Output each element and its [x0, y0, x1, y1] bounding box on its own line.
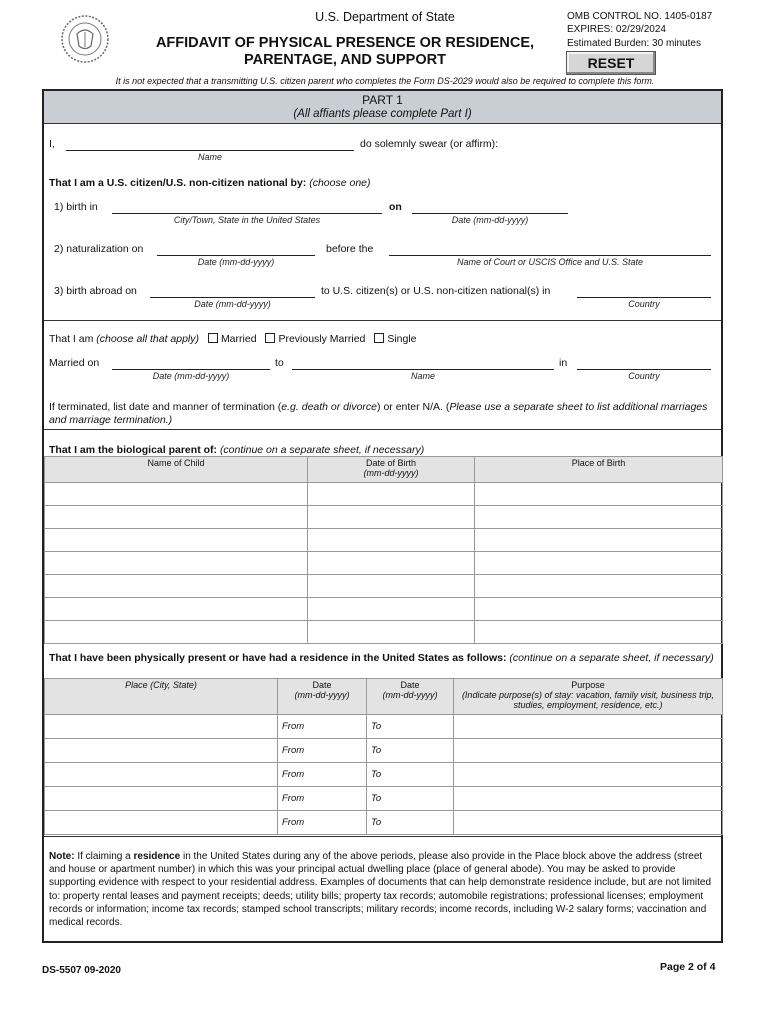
citizenship-heading-note: (choose one) — [309, 177, 371, 189]
before-label: before the — [326, 243, 374, 255]
child-dob-cell[interactable] — [308, 598, 475, 621]
child-birthplace-cell[interactable] — [475, 621, 723, 644]
oath-suffix: do solemnly swear (or affirm): — [360, 138, 499, 150]
residence-place-cell[interactable] — [45, 787, 278, 811]
child-birthplace-cell[interactable] — [475, 598, 723, 621]
marital-prefix-note: (choose all that apply) — [96, 333, 200, 345]
col-dob-sub: (mm-dd-yyyy) — [363, 468, 419, 478]
marriage-to-label: to — [275, 357, 284, 369]
marital-status-row — [49, 333, 417, 345]
termination-example: e.g. death or divorce — [281, 401, 378, 413]
residence-to-cell[interactable] — [367, 763, 454, 787]
residence-to-cell-label: To — [371, 721, 382, 732]
birth-on-label: on — [389, 201, 402, 213]
residence-from-cell[interactable] — [278, 715, 367, 739]
birth-date-field[interactable] — [412, 213, 568, 214]
table-row — [45, 763, 723, 787]
department-seal-icon — [60, 14, 110, 64]
part-header — [44, 91, 721, 124]
col-purpose — [454, 679, 723, 715]
child-name-cell[interactable] — [45, 621, 308, 644]
residence-from-cell[interactable] — [278, 811, 367, 835]
marriage-country-caption: Country — [628, 371, 660, 381]
residence-heading-note: (continue on a separate sheet, if necessary) — [509, 652, 714, 664]
court-name-field[interactable] — [389, 255, 711, 256]
divider — [44, 836, 721, 837]
residence-place-cell[interactable] — [45, 715, 278, 739]
col-date-of-birth — [308, 457, 475, 483]
previously-married-label: Previously Married — [278, 333, 366, 345]
birth-abroad-to-label: to U.S. citizen(s) or U.S. non-citizen national(s) in — [321, 285, 551, 297]
part-label: PART 1 — [362, 93, 403, 107]
table-row — [45, 575, 723, 598]
residence-place-cell[interactable] — [45, 739, 278, 763]
residence-purpose-cell[interactable] — [454, 739, 723, 763]
child-birthplace-cell[interactable] — [475, 575, 723, 598]
birth-place-field[interactable] — [112, 213, 382, 214]
estimated-burden: Estimated Burden: 30 minutes — [567, 38, 701, 49]
residence-from-cell[interactable] — [278, 763, 367, 787]
note-residence-word: residence — [133, 851, 181, 862]
birth-date-caption: Date (mm-dd-yyyy) — [451, 215, 529, 225]
table-row — [45, 598, 723, 621]
residence-to-cell[interactable] — [367, 739, 454, 763]
birth-abroad-country-field[interactable] — [577, 297, 711, 298]
child-name-cell[interactable] — [45, 552, 308, 575]
previously-married-checkbox[interactable] — [265, 333, 275, 343]
child-dob-cell[interactable] — [308, 621, 475, 644]
child-name-cell[interactable] — [45, 506, 308, 529]
divider — [44, 320, 721, 321]
child-name-cell[interactable] — [45, 529, 308, 552]
residence-purpose-cell[interactable] — [454, 811, 723, 835]
col-dob-label: Date of Birth — [365, 458, 417, 468]
child-birthplace-cell[interactable] — [475, 506, 723, 529]
termination-text-a: If terminated, list date and manner of termination ( — [49, 401, 282, 413]
children-table — [44, 456, 723, 644]
note-label: Note: — [49, 851, 75, 862]
child-dob-cell[interactable] — [308, 552, 475, 575]
table-row — [45, 506, 723, 529]
marital-prefix: That I am — [49, 333, 94, 345]
department-name: U.S. Department of State — [315, 10, 455, 24]
residence-to-cell-label: To — [371, 817, 382, 828]
affiant-name-field[interactable] — [66, 150, 354, 151]
residence-note — [49, 850, 717, 929]
child-birthplace-cell[interactable] — [475, 552, 723, 575]
title-line-1: AFFIDAVIT OF PHYSICAL PRESENCE OR RESIDENCE, — [155, 35, 535, 51]
birth-place-caption: City/Town, State in the United States — [173, 215, 321, 225]
top-note: It is not expected that a transmitting U.S. citizen parent who completes the Form DS-2029 would also be required to complete this form. — [115, 76, 655, 86]
form-id: DS-5507 09-2020 — [42, 965, 121, 976]
col-date-to-label: Date — [400, 680, 420, 690]
col-date-to-sub: (mm-dd-yyyy) — [382, 690, 438, 700]
residence-from-cell[interactable] — [278, 787, 367, 811]
residence-table — [44, 678, 723, 835]
naturalization-label: 2) naturalization on — [54, 243, 144, 255]
table-row — [45, 739, 723, 763]
birth-abroad-country-caption: Country — [628, 299, 660, 309]
col-date-from — [278, 679, 367, 715]
form-title — [130, 35, 560, 69]
termination-text-c: Please use a separate sheet to list additional marriages and marriage termination.) — [49, 401, 708, 426]
birth-abroad-date-field[interactable] — [150, 297, 315, 298]
table-row — [45, 715, 723, 739]
col-place-of-birth: Place of Birth — [475, 457, 723, 483]
residence-purpose-cell[interactable] — [454, 787, 723, 811]
residence-purpose-cell[interactable] — [454, 715, 723, 739]
termination-instructions — [49, 401, 717, 427]
citizenship-heading — [49, 177, 371, 189]
parent-heading-text: That I am the biological parent of: — [49, 444, 218, 456]
residence-from-cell-label: From — [282, 817, 305, 828]
spouse-name-caption: Name — [410, 371, 435, 381]
residence-from-cell-label: From — [282, 721, 305, 732]
residence-heading — [49, 652, 717, 665]
child-birthplace-cell[interactable] — [475, 529, 723, 552]
table-row — [45, 811, 723, 835]
citizenship-heading-text: That I am a U.S. citizen/U.S. non-citizen national by: — [49, 177, 307, 189]
table-row — [45, 621, 723, 644]
table-row — [45, 552, 723, 575]
residence-to-cell-label: To — [371, 769, 382, 780]
court-name-caption: Name of Court or USCIS Office and U.S. State — [456, 257, 644, 267]
spouse-name-field[interactable] — [292, 369, 554, 370]
table-row — [45, 529, 723, 552]
child-name-cell[interactable] — [45, 598, 308, 621]
child-name-cell[interactable] — [45, 483, 308, 506]
marriage-date-field[interactable] — [112, 369, 270, 370]
col-child-name: Name of Child — [45, 457, 308, 483]
married-checkbox[interactable] — [208, 333, 218, 343]
marriage-country-field[interactable] — [577, 369, 711, 370]
title-line-2: PARENTAGE, AND SUPPORT — [244, 52, 446, 68]
note-text-1: If claiming a — [74, 851, 134, 862]
child-dob-cell[interactable] — [308, 575, 475, 598]
omb-control-number: OMB CONTROL NO. 1405-0187 — [567, 11, 713, 22]
residence-from-cell[interactable] — [278, 739, 367, 763]
omb-info — [567, 10, 712, 36]
residence-from-cell-label: From — [282, 745, 305, 756]
page-number: Page 2 of 4 — [660, 961, 716, 973]
marriage-date-caption: Date (mm-dd-yyyy) — [152, 371, 230, 381]
table-row — [45, 483, 723, 506]
reset-button[interactable]: RESET — [566, 51, 656, 75]
residence-to-cell[interactable] — [367, 811, 454, 835]
residence-place-cell[interactable] — [45, 811, 278, 835]
child-name-cell[interactable] — [45, 575, 308, 598]
residence-to-cell[interactable] — [367, 715, 454, 739]
child-dob-cell[interactable] — [308, 506, 475, 529]
parent-heading-note: (continue on a separate sheet, if necessary) — [219, 444, 425, 456]
col-date-from-sub: (mm-dd-yyyy) — [294, 690, 350, 700]
birth-abroad-label: 3) birth abroad on — [54, 285, 137, 297]
naturalization-date-caption: Date (mm-dd-yyyy) — [197, 257, 275, 267]
termination-text-b: ) or enter N/A. ( — [377, 401, 450, 413]
naturalization-date-field[interactable] — [157, 255, 315, 256]
residence-from-cell-label: From — [282, 793, 305, 804]
col-date-from-label: Date — [312, 680, 332, 690]
residence-purpose-cell[interactable] — [454, 763, 723, 787]
child-dob-cell[interactable] — [308, 483, 475, 506]
col-purpose-sub: (Indicate purpose(s) of stay: vacation, family visit, business trip, studies, employment, residence, etc.) — [461, 690, 715, 710]
termination-field[interactable] — [44, 429, 721, 430]
parent-heading — [49, 444, 424, 456]
table-row — [45, 787, 723, 811]
residence-to-cell[interactable] — [367, 787, 454, 811]
name-caption: Name — [197, 152, 222, 162]
single-checkbox[interactable] — [374, 333, 384, 343]
residence-heading-text: That I have been physically present or have had a residence in the United States as follows: — [49, 652, 507, 664]
note-text-2: in the United States during any of the above periods, please also provide in the Place block above the address (street and house or apartment number) in which this was your principal actual dwelling place (place of general abode). You may be asked to provide supporting evidence with respect to your residential address. Examples of documents that can help demonstrate residence include, but are not limited to: property rental leases and payment receipts; deeds; utility bills; property tax records; automobile registrations; professional licenses; employment records or information; income tax records; stamped school transcripts; military records; income records, including W-2 salary forms; vaccination and medical records. — [49, 851, 712, 929]
col-purpose-label: Purpose — [571, 680, 605, 690]
marriage-in-label: in — [559, 357, 568, 369]
part-subtitle: (All affiants please complete Part I) — [293, 108, 472, 120]
child-birthplace-cell[interactable] — [475, 483, 723, 506]
expiration-date: EXPIRES: 02/29/2024 — [567, 24, 666, 35]
married-on-label: Married on — [49, 357, 100, 369]
oath-prefix: I, — [49, 138, 55, 150]
married-label: Married — [220, 333, 257, 345]
birth-in-label: 1) birth in — [54, 201, 98, 213]
residence-to-cell-label: To — [371, 793, 382, 804]
residence-to-cell-label: To — [371, 745, 382, 756]
col-place: Place (City, State) — [45, 679, 278, 715]
residence-place-cell[interactable] — [45, 763, 278, 787]
residence-from-cell-label: From — [282, 769, 305, 780]
child-dob-cell[interactable] — [308, 529, 475, 552]
col-date-to — [367, 679, 454, 715]
single-label: Single — [387, 333, 417, 345]
birth-abroad-date-caption: Date (mm-dd-yyyy) — [194, 299, 271, 309]
